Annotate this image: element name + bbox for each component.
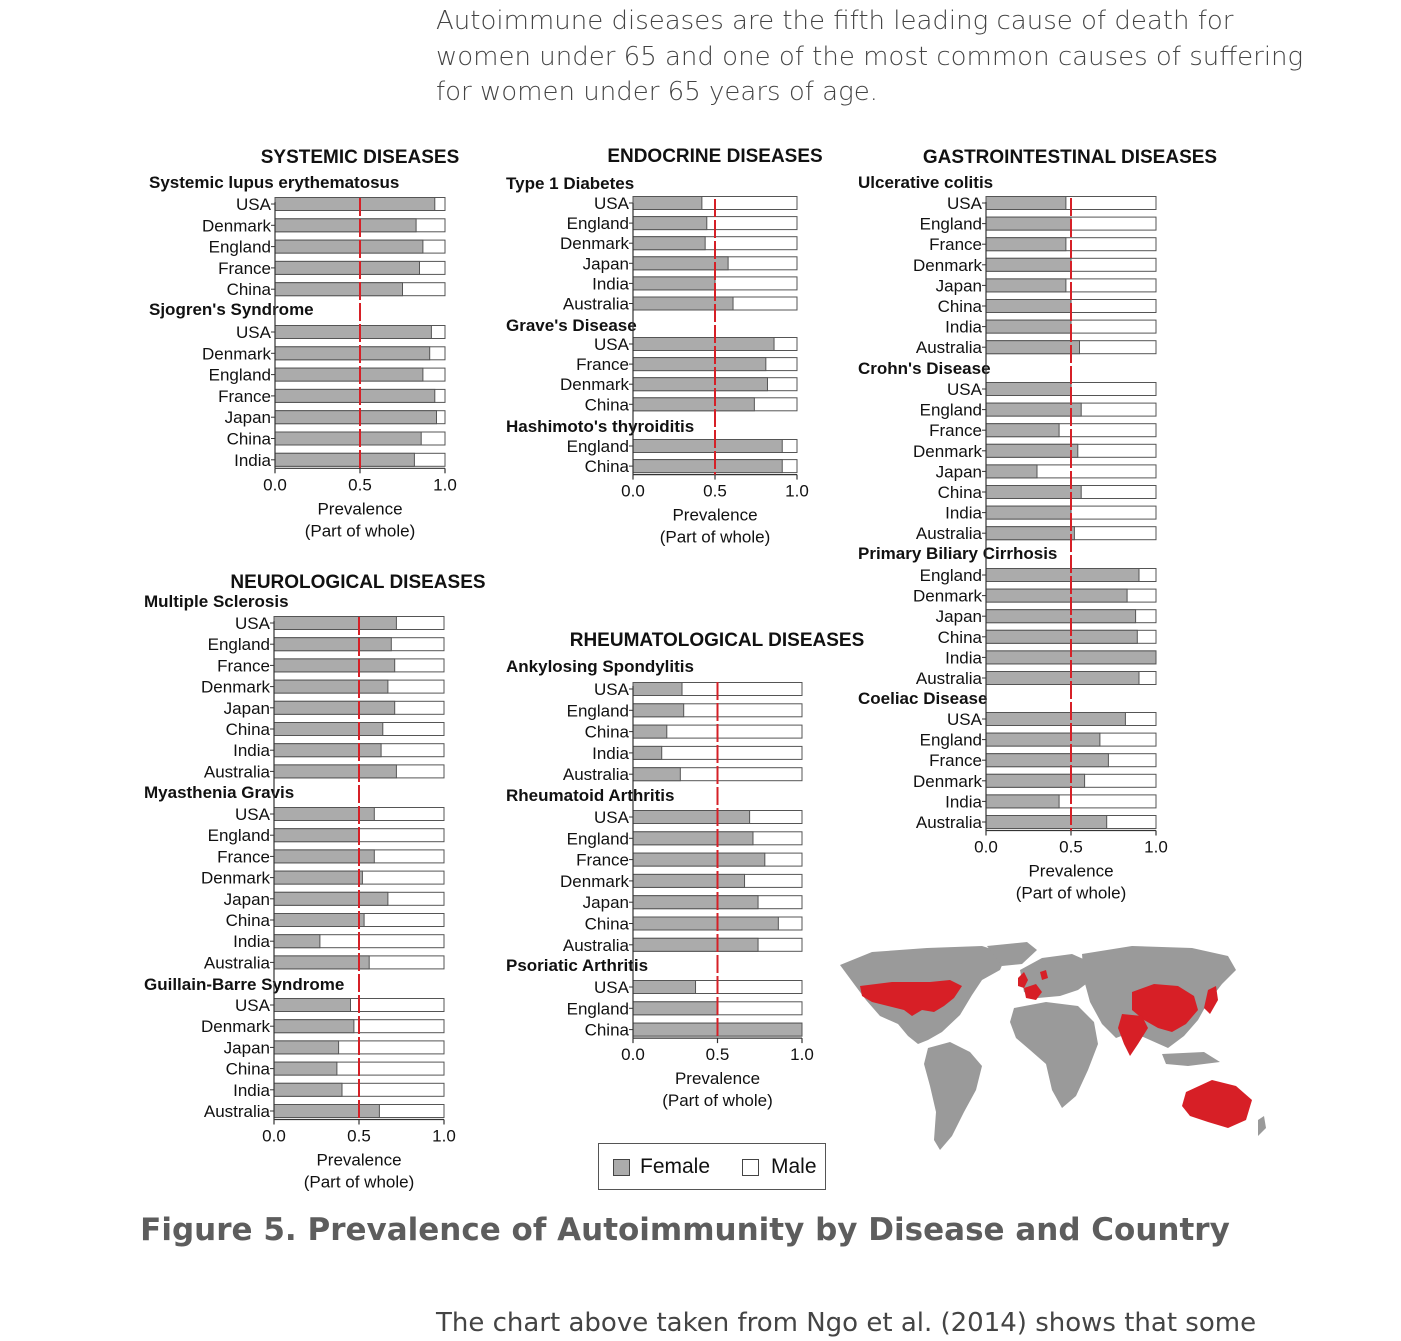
female-bar bbox=[275, 240, 423, 253]
female-bar bbox=[274, 638, 391, 651]
x-tick-label: 1.0 bbox=[433, 475, 457, 495]
female-bar bbox=[633, 378, 767, 391]
female-bar bbox=[633, 358, 766, 371]
female-bar bbox=[274, 871, 362, 884]
female-bar bbox=[986, 795, 1059, 808]
category-label: France bbox=[218, 386, 271, 406]
category-label: Denmark bbox=[560, 871, 629, 891]
x-axis-label: Prevalence bbox=[316, 1150, 402, 1170]
female-bar bbox=[633, 277, 715, 290]
female-bar bbox=[633, 237, 705, 250]
category-label: England bbox=[919, 566, 982, 585]
female-bar bbox=[633, 981, 696, 994]
x-tick-label: 0.5 bbox=[705, 1045, 730, 1065]
category-label: China bbox=[226, 280, 271, 300]
category-label: Japan bbox=[935, 276, 982, 296]
category-label: France bbox=[929, 421, 982, 441]
x-axis-label-unit: (Part of whole) bbox=[662, 1091, 773, 1111]
female-bar bbox=[986, 320, 1071, 333]
chart-title: NEUROLOGICAL DISEASES bbox=[230, 572, 486, 593]
x-tick-label: 0.0 bbox=[621, 481, 645, 501]
category-label: China bbox=[226, 429, 271, 449]
female-bar bbox=[986, 527, 1074, 540]
category-label: India bbox=[233, 1080, 270, 1100]
map-india bbox=[1118, 1014, 1148, 1056]
category-label: Japan bbox=[224, 408, 271, 428]
legend-female-label: Female bbox=[640, 1155, 711, 1178]
female-bar bbox=[633, 440, 782, 453]
female-bar bbox=[274, 1062, 337, 1075]
category-label: France bbox=[217, 847, 270, 867]
female-bar bbox=[633, 725, 667, 738]
female-bar bbox=[986, 610, 1136, 623]
category-label: USA bbox=[235, 805, 270, 824]
category-label: India bbox=[945, 503, 982, 523]
group-label: Type 1 Diabetes bbox=[506, 174, 635, 193]
category-label: France bbox=[217, 656, 270, 676]
category-label: Denmark bbox=[560, 375, 629, 395]
x-tick-label: 0.0 bbox=[974, 837, 998, 857]
category-label: USA bbox=[236, 323, 271, 342]
female-bar bbox=[274, 680, 388, 693]
female-bar bbox=[274, 935, 320, 948]
world-map bbox=[832, 940, 1272, 1155]
category-label: China bbox=[225, 1059, 270, 1079]
category-label: England bbox=[566, 437, 629, 456]
category-label: India bbox=[234, 450, 271, 470]
female-bar bbox=[986, 733, 1100, 746]
group-label: Ulcerative colitis bbox=[858, 173, 994, 192]
category-label: Japan bbox=[223, 1038, 270, 1058]
female-bar bbox=[986, 444, 1078, 457]
category-label: England bbox=[566, 999, 629, 1019]
female-bar bbox=[986, 238, 1066, 251]
category-label: USA bbox=[947, 710, 982, 729]
category-label: Japan bbox=[582, 254, 629, 274]
x-axis-label-unit: (Part of whole) bbox=[304, 521, 416, 541]
group-label: Rheumatoid Arthritis bbox=[506, 786, 675, 805]
female-bar bbox=[633, 917, 778, 930]
female-bar bbox=[275, 389, 435, 402]
category-label: Denmark bbox=[913, 771, 982, 791]
x-tick-label: 0.5 bbox=[1059, 837, 1083, 857]
x-tick-label: 1.0 bbox=[432, 1126, 456, 1146]
category-label: Denmark bbox=[913, 255, 982, 275]
female-bar bbox=[274, 659, 395, 672]
category-label: China bbox=[584, 914, 629, 934]
category-label: Australia bbox=[915, 813, 982, 832]
female-bar bbox=[986, 465, 1037, 478]
female-bar bbox=[986, 217, 1071, 230]
legend bbox=[598, 1143, 826, 1190]
group-label: Psoriatic Arthritis bbox=[506, 956, 649, 975]
female-bar bbox=[274, 892, 388, 905]
female-bar bbox=[275, 347, 430, 360]
x-tick-label: 0.5 bbox=[347, 1126, 371, 1146]
category-label: England bbox=[207, 826, 270, 846]
female-bar bbox=[275, 432, 421, 445]
female-bar bbox=[274, 829, 359, 842]
category-label: China bbox=[584, 722, 629, 742]
category-label: England bbox=[919, 214, 982, 234]
x-axis-label-unit: (Part of whole) bbox=[303, 1172, 415, 1192]
category-label: Denmark bbox=[913, 441, 982, 461]
female-bar bbox=[986, 589, 1127, 602]
category-label: England bbox=[919, 400, 982, 420]
female-bar bbox=[275, 198, 435, 211]
map-new-zealand bbox=[1258, 1116, 1266, 1136]
female-bar bbox=[633, 896, 758, 909]
female-bar bbox=[274, 617, 396, 630]
group-label: Sjogren's Syndrome bbox=[149, 300, 314, 319]
category-label: France bbox=[929, 751, 982, 771]
group-label: Primary Biliary Cirrhosis bbox=[858, 544, 1058, 563]
x-axis-label-unit: (Part of whole) bbox=[1015, 883, 1127, 903]
intro-paragraph: Autoimmune diseases are the fifth leading cause of death for women under 65 and one of the most common causes of suffering for women under 65 years of age. bbox=[436, 6, 1304, 107]
legend-female-swatch bbox=[613, 1159, 630, 1176]
legend-male-swatch bbox=[742, 1159, 759, 1176]
female-bar bbox=[986, 424, 1059, 437]
category-label: India bbox=[592, 743, 629, 763]
female-bar bbox=[633, 398, 754, 411]
female-bar bbox=[986, 279, 1066, 292]
category-label: France bbox=[576, 850, 629, 870]
category-label: Australia bbox=[203, 762, 270, 782]
category-label: China bbox=[937, 483, 982, 502]
group-label: Systemic lupus erythematosus bbox=[149, 173, 400, 192]
female-bar bbox=[274, 1041, 339, 1054]
category-label: China bbox=[584, 395, 629, 415]
female-bar bbox=[633, 297, 733, 310]
group-label: Multiple Sclerosis bbox=[144, 592, 289, 611]
group-label: Grave's Disease bbox=[506, 316, 637, 335]
chart-title: GASTROINTESTINAL DISEASES bbox=[922, 147, 1218, 168]
category-label: Japan bbox=[935, 462, 982, 482]
female-bar bbox=[986, 486, 1081, 499]
category-label: USA bbox=[594, 978, 629, 997]
category-label: Japan bbox=[935, 607, 982, 627]
category-label: France bbox=[218, 258, 271, 278]
female-bar bbox=[275, 411, 437, 424]
group-label: Myasthenia Gravis bbox=[144, 783, 295, 802]
category-label: India bbox=[945, 317, 982, 337]
x-tick-label: 1.0 bbox=[790, 1045, 814, 1065]
female-bar bbox=[986, 403, 1081, 416]
category-label: China bbox=[937, 627, 982, 647]
female-bar bbox=[275, 453, 414, 466]
category-label: USA bbox=[235, 614, 270, 633]
category-label: USA bbox=[235, 996, 270, 1015]
x-axis-label: Prevalence bbox=[1028, 861, 1114, 881]
female-bar bbox=[633, 217, 707, 230]
female-bar bbox=[986, 300, 1071, 313]
female-bar bbox=[986, 754, 1108, 767]
female-bar bbox=[986, 672, 1139, 685]
female-bar bbox=[633, 257, 728, 270]
female-bar bbox=[274, 956, 369, 969]
category-label: China bbox=[584, 457, 629, 477]
category-label: USA bbox=[594, 335, 629, 354]
x-tick-label: 0.0 bbox=[263, 475, 287, 495]
category-label: France bbox=[576, 355, 629, 375]
category-label: Australia bbox=[203, 1102, 270, 1121]
female-bar bbox=[274, 765, 396, 778]
category-label: Japan bbox=[223, 889, 270, 909]
category-label: France bbox=[929, 235, 982, 255]
map-australia bbox=[1182, 1080, 1252, 1128]
category-label: England bbox=[919, 730, 982, 750]
category-label: Denmark bbox=[201, 1017, 270, 1037]
female-bar bbox=[633, 1002, 718, 1015]
category-label: USA bbox=[236, 195, 271, 214]
category-label: Denmark bbox=[202, 216, 271, 236]
female-bar bbox=[633, 853, 765, 866]
legend-male-label: Male bbox=[771, 1155, 817, 1178]
category-label: Japan bbox=[223, 698, 270, 718]
category-label: China bbox=[584, 1020, 629, 1040]
category-label: India bbox=[945, 648, 982, 668]
category-label: Australia bbox=[915, 524, 982, 544]
category-label: USA bbox=[594, 680, 629, 699]
group-label: Crohn's Disease bbox=[858, 359, 991, 378]
female-bar bbox=[986, 630, 1137, 643]
map-indonesia bbox=[1162, 1052, 1220, 1066]
category-label: Denmark bbox=[202, 344, 271, 364]
group-label: Guillain-Barre Syndrome bbox=[144, 975, 345, 994]
figure-caption: Figure 5. Prevalence of Autoimmunity by Disease and Country bbox=[140, 1212, 1230, 1248]
female-bar bbox=[275, 219, 416, 232]
x-tick-label: 0.5 bbox=[703, 481, 727, 501]
female-bar bbox=[633, 338, 774, 351]
category-label: Denmark bbox=[560, 234, 629, 254]
female-bar bbox=[274, 1105, 379, 1118]
female-bar bbox=[633, 704, 684, 717]
female-bar bbox=[274, 1083, 342, 1096]
x-tick-label: 1.0 bbox=[1144, 837, 1168, 857]
group-label: Coeliac Disease bbox=[858, 689, 988, 708]
x-tick-label: 0.0 bbox=[262, 1126, 286, 1146]
female-bar bbox=[274, 999, 351, 1012]
x-tick-label: 1.0 bbox=[785, 481, 809, 501]
category-label: England bbox=[566, 829, 629, 849]
map-south-america bbox=[924, 1042, 982, 1150]
category-label: USA bbox=[947, 380, 982, 399]
female-bar bbox=[274, 744, 381, 757]
category-label: Australia bbox=[562, 935, 629, 955]
chart-title: RHEUMATOLOGICAL DISEASES bbox=[569, 630, 865, 651]
female-bar bbox=[986, 341, 1080, 354]
female-bar bbox=[986, 816, 1107, 829]
female-bar bbox=[275, 283, 403, 296]
female-bar bbox=[986, 258, 1071, 271]
female-bar bbox=[633, 811, 750, 824]
category-label: England bbox=[566, 701, 629, 721]
x-axis-label: Prevalence bbox=[674, 1069, 761, 1089]
category-label: Australia bbox=[915, 338, 982, 358]
female-bar bbox=[633, 768, 680, 781]
category-label: Australia bbox=[562, 765, 629, 785]
category-label: Australia bbox=[915, 669, 982, 688]
x-axis-label-unit: (Part of whole) bbox=[659, 527, 771, 547]
category-label: Denmark bbox=[913, 586, 982, 606]
female-bar bbox=[274, 1020, 354, 1033]
category-label: USA bbox=[594, 194, 629, 213]
category-label: China bbox=[225, 720, 270, 739]
female-bar bbox=[633, 938, 758, 951]
chart-title: SYSTEMIC DISEASES bbox=[260, 147, 460, 168]
female-bar bbox=[633, 746, 662, 759]
category-label: England bbox=[566, 214, 629, 234]
female-bar bbox=[986, 569, 1139, 582]
category-label: Denmark bbox=[201, 868, 270, 888]
female-bar bbox=[274, 723, 383, 736]
category-label: USA bbox=[594, 808, 629, 827]
category-label: Denmark bbox=[201, 677, 270, 697]
group-label: Ankylosing Spondylitis bbox=[506, 657, 694, 676]
map-africa bbox=[1010, 1002, 1098, 1108]
category-label: Japan bbox=[582, 893, 629, 913]
female-bar bbox=[275, 326, 431, 339]
category-label: England bbox=[207, 635, 270, 655]
female-bar bbox=[633, 460, 782, 473]
female-bar bbox=[633, 832, 753, 845]
x-axis-label: Prevalence bbox=[317, 499, 403, 519]
female-bar bbox=[986, 774, 1085, 787]
female-bar bbox=[986, 383, 1071, 396]
female-bar bbox=[633, 683, 682, 696]
category-label: India bbox=[945, 792, 982, 812]
category-label: India bbox=[233, 932, 270, 952]
female-bar bbox=[275, 368, 423, 381]
category-label: India bbox=[592, 274, 629, 294]
female-bar bbox=[633, 197, 702, 210]
female-bar bbox=[986, 506, 1071, 519]
female-bar bbox=[986, 713, 1125, 726]
female-bar bbox=[275, 261, 420, 274]
female-bar bbox=[986, 197, 1066, 210]
category-label: Australia bbox=[562, 294, 629, 314]
category-label: China bbox=[225, 911, 270, 930]
category-label: USA bbox=[947, 194, 982, 213]
chart-title: ENDOCRINE DISEASES bbox=[607, 146, 823, 167]
female-bar bbox=[633, 874, 745, 887]
x-axis-label: Prevalence bbox=[672, 505, 758, 525]
category-label: England bbox=[208, 365, 271, 385]
category-label: England bbox=[208, 237, 271, 257]
body-paragraph: The chart above taken from Ngo et al. (2014) shows that some bbox=[436, 1308, 1257, 1338]
x-tick-label: 0.0 bbox=[621, 1045, 645, 1065]
category-label: India bbox=[233, 741, 270, 761]
category-label: China bbox=[937, 297, 982, 316]
category-label: Australia bbox=[203, 953, 270, 973]
group-label: Hashimoto's thyroiditis bbox=[506, 417, 695, 436]
x-tick-label: 0.5 bbox=[348, 475, 372, 495]
female-bar bbox=[274, 914, 364, 927]
female-bar bbox=[274, 701, 395, 714]
